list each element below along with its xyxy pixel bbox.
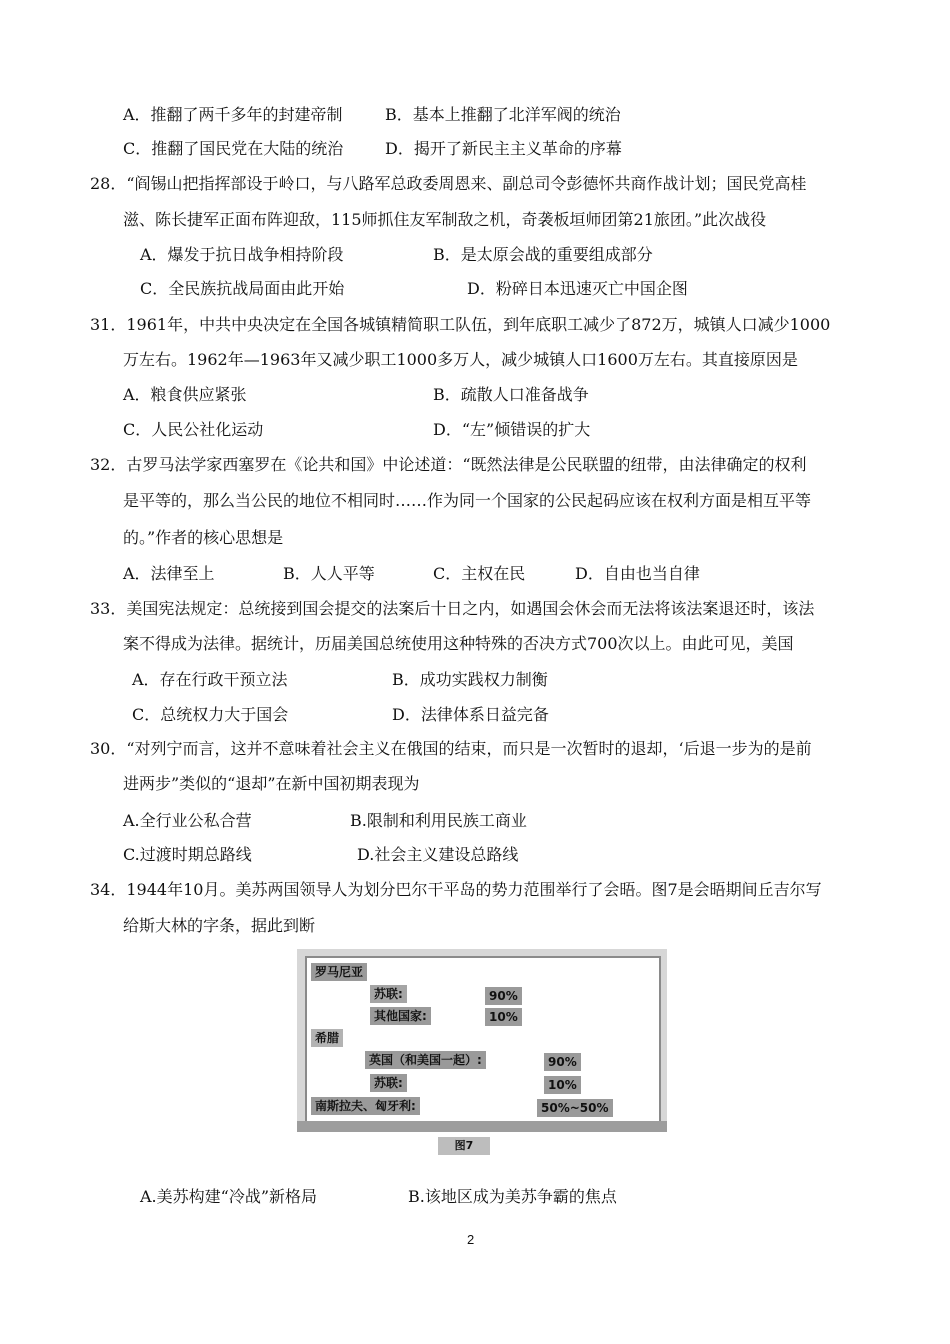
figure-label-romania: 罗马尼亚 (311, 963, 367, 981)
option-a: A．推翻了两千多年的封建帝制 (123, 105, 343, 124)
figure-label-yugoslavia-hungary: 南斯拉夫、匈牙利: (311, 1097, 420, 1115)
question-31-text: 31．1961年，中共中央决定在全国各城镇精简职工队伍，到年底职工减少了872万，城镇人口减少1000 (90, 315, 831, 334)
figure-label-greece: 希腊 (311, 1029, 343, 1047)
figure-label-britain: 英国（和美国一起）: (365, 1051, 486, 1069)
question-34-text: 34．1944年10月。美苏两国领导人为划分巴尔干平岛的势力范围举行了会晤。图7是会晤期间丘吉尔写 (90, 880, 822, 899)
option-b: B．疏散人口准备战争 (433, 385, 589, 404)
option-c: C．主权在民 (433, 564, 526, 583)
figure-shadow (297, 1121, 667, 1132)
figure-caption: 图7 (438, 1137, 490, 1155)
question-31-text-cont: 万左右。1962年—1963年又减少职工1000多万人，减少城镇人口1600万左右。其直接原因是 (123, 350, 798, 369)
question-28-text: 28．“阎锡山把指挥部设于岭口，与八路军总政委周恩来、副总司令彭德怀共商作战计划；国民党高桂 (90, 174, 807, 193)
question-34-text-cont: 给斯大林的字条，据此到断 (123, 916, 316, 935)
option-c: C．推翻了国民党在大陆的统治 (123, 139, 344, 158)
question-32-text-cont: 是平等的，那么当公民的地位不相同时……作为同一个国家的公民起码应该在权利方面是相互平等 (123, 491, 812, 510)
option-d: D．法律体系日益完备 (392, 705, 549, 724)
option-b: B．成功实践权力制衡 (392, 670, 548, 689)
option-a: A．存在行政干预立法 (132, 670, 288, 689)
figure-value: 90% (544, 1053, 581, 1071)
figure-value: 10% (544, 1076, 581, 1094)
option-d: D．粉碎日本迅速灭亡中国企图 (467, 279, 688, 298)
question-32-text: 32．古罗马法学家西塞罗在《论共和国》中论述道：“既然法律是公民联盟的纽带，由法律确定的权利 (90, 455, 807, 474)
question-30-text: 30．“对列宁而言，这并不意味着社会主义在俄国的结束，而只是一次暂时的退却，‘后退一步为的是前 (90, 739, 812, 758)
figure-value: 10% (485, 1008, 522, 1026)
option-a: A．爆发于抗日战争相持阶段 (140, 245, 344, 264)
option-d: D．“左”倾错误的扩大 (433, 420, 591, 439)
figure-value: 50%~50% (537, 1099, 613, 1117)
figure-label-others: 其他国家: (370, 1007, 431, 1025)
option-c: C．全民族抗战局面由此开始 (140, 279, 345, 298)
figure-7-note (297, 949, 667, 1132)
question-28-text-cont: 滋、陈长捷军正面布阵迎敌，115师抓住友军制敌之机，奇袭板垣师团第21旅团。”此次战役 (123, 210, 767, 229)
option-d: D．自由也当自律 (575, 564, 700, 583)
question-30-text-cont: 进两步”类似的“退却”在新中国初期表现为 (123, 774, 420, 793)
option-c: C.过渡时期总路线 (123, 845, 252, 864)
figure-value: 90% (485, 987, 522, 1005)
question-33-text: 33．美国宪法规定：总统接到国会提交的法案后十日之内，如遇国会休会而无法将该法案退还时，该法 (90, 599, 815, 618)
option-b: B．基本上推翻了北洋军阀的统治 (385, 105, 621, 124)
option-b: B．人人平等 (283, 564, 375, 583)
option-d: D．揭开了新民主主义革命的序幕 (385, 139, 622, 158)
option-b: B.限制和利用民族工商业 (350, 811, 527, 830)
question-32-text-cont2: 的。”作者的核心思想是 (123, 528, 284, 547)
option-a: A.全行业公私合营 (123, 811, 252, 830)
option-d: D.社会主义建设总路线 (357, 845, 519, 864)
figure-label-ussr: 苏联: (370, 985, 407, 1003)
option-a: A．法律至上 (123, 564, 215, 583)
option-b: B．是太原会战的重要组成部分 (433, 245, 653, 264)
question-33-text-cont: 案不得成为法律。据统计，历届美国总统使用这种特殊的否决方式700次以上。由此可见，美国 (123, 634, 794, 653)
figure-label-ussr: 苏联: (370, 1074, 407, 1092)
option-a: A．粮食供应紧张 (123, 385, 247, 404)
option-c: C．总统权力大于国会 (132, 705, 289, 724)
page-number: 2 (467, 1232, 475, 1247)
option-a: A.美苏构建“冷战”新格局 (140, 1187, 318, 1206)
option-c: C．人民公社化运动 (123, 420, 264, 439)
option-b: B.该地区成为美苏争霸的焦点 (408, 1187, 617, 1206)
